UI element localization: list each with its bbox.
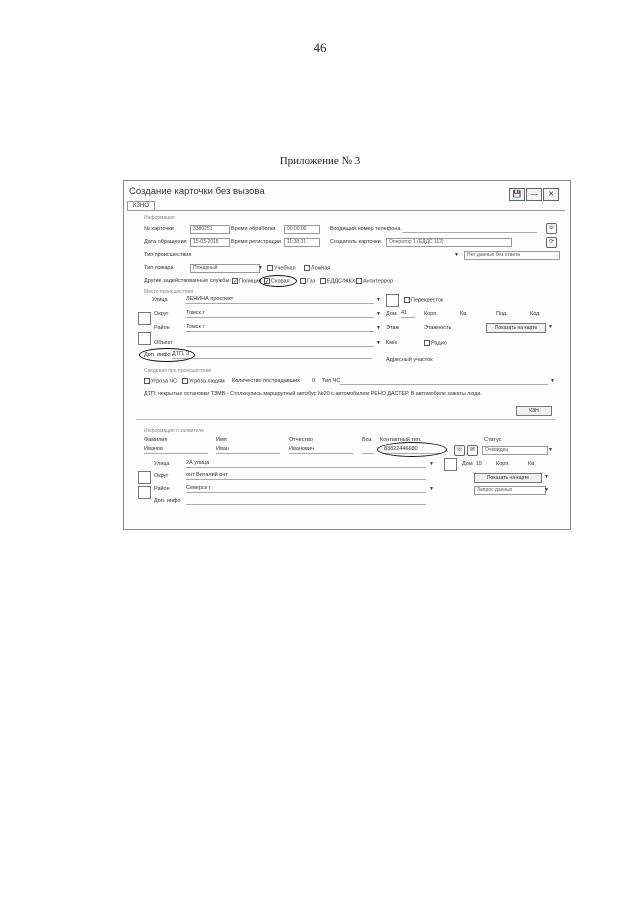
street-label: Улица bbox=[152, 297, 168, 303]
location-section-title: Место происшествия bbox=[144, 289, 194, 295]
false-call-label: Ложная bbox=[311, 265, 331, 272]
status-select[interactable]: Очевидец bbox=[482, 446, 548, 455]
highlight-phone bbox=[377, 442, 447, 457]
patronymic-label: Отчество bbox=[289, 437, 313, 443]
applicant-extra-label: Доп. инфо bbox=[154, 498, 181, 504]
street-arrow-icon[interactable]: ▼ bbox=[376, 297, 381, 303]
threat-people-checkbox[interactable] bbox=[182, 378, 225, 384]
threat-chs-checkbox[interactable] bbox=[144, 378, 177, 384]
close-button[interactable]: ✕ bbox=[543, 188, 559, 201]
threat-people-label: Угроза людям bbox=[189, 378, 225, 385]
applicant-korp-label: Корп. bbox=[496, 461, 510, 467]
applicant-district-picker-button[interactable] bbox=[138, 471, 151, 484]
services-label: Другие задействованные службы: bbox=[144, 278, 231, 284]
street-search-button[interactable] bbox=[386, 294, 399, 307]
training-checkbox[interactable] bbox=[267, 265, 296, 271]
checkbox-icon bbox=[300, 278, 306, 284]
district-picker-button[interactable] bbox=[138, 312, 151, 325]
object-label: Объект bbox=[154, 340, 173, 346]
intersection-checkbox[interactable] bbox=[404, 297, 443, 303]
fire-type-arrow-icon[interactable]: ▼ bbox=[258, 265, 263, 271]
patronymic-field[interactable]: Иванович bbox=[289, 446, 353, 454]
checkbox-icon bbox=[304, 265, 310, 271]
victims-value[interactable]: 0 bbox=[312, 378, 316, 384]
km-label: Км/к bbox=[386, 340, 397, 346]
phone-icon[interactable]: ☏ bbox=[546, 223, 557, 234]
applicant-region-label: Район bbox=[154, 486, 170, 492]
checkbox-icon bbox=[182, 378, 188, 384]
object-arrow-icon[interactable]: ▼ bbox=[376, 340, 381, 346]
status-arrow-icon[interactable]: ▼ bbox=[548, 447, 553, 453]
checkbox-icon: ✓ bbox=[265, 279, 270, 285]
card-no-label: № карточки bbox=[144, 226, 174, 232]
date-label: Дата обращения bbox=[144, 239, 187, 245]
applicant-district-label: Округ bbox=[154, 473, 169, 479]
applicant-region-field[interactable]: Северск г bbox=[186, 485, 426, 493]
minimize-button[interactable]: — bbox=[526, 188, 542, 201]
code-label: Код bbox=[530, 311, 540, 317]
applicant-kv-label: Кв. bbox=[528, 461, 536, 467]
card-no-field[interactable]: 3380251 bbox=[190, 225, 230, 234]
radio-checkbox[interactable] bbox=[424, 340, 447, 346]
highlight-ambulance bbox=[259, 275, 297, 287]
victims-label: Количество пострадавших bbox=[232, 378, 300, 384]
service-antiterror[interactable] bbox=[356, 278, 393, 284]
dropdown-arrow-icon[interactable]: ▼ bbox=[454, 252, 459, 258]
description-text[interactable]: ДТП: некрытые остановки ТЗМВ - Столкнулись маршрутный автобус №20 с автомобилем РЕНО ДАСТЕР. В автомобиле зажаты люди. bbox=[144, 391, 482, 397]
proc-time-field[interactable]: 00:00:00 bbox=[284, 225, 320, 234]
situation-section-title: Сведения про происшествие bbox=[144, 368, 212, 374]
address-hint: Адресный участок bbox=[386, 357, 433, 363]
sms-icon[interactable]: ✉ bbox=[467, 445, 478, 456]
chs-type-field[interactable] bbox=[340, 377, 548, 385]
street-field[interactable]: ЛЕНИНА проспект bbox=[186, 296, 374, 304]
kv-label: Кв. bbox=[460, 311, 468, 317]
kzn-button[interactable]: КЗН bbox=[516, 406, 552, 416]
reg-time-label: Время регистрации bbox=[231, 239, 281, 245]
appendix-caption: Приложение № 3 bbox=[279, 155, 361, 167]
extra-field[interactable]: ДТП, 3 bbox=[172, 351, 372, 359]
floor-label: Этаж bbox=[386, 325, 400, 331]
chs-type-arrow-icon[interactable]: ▼ bbox=[550, 378, 555, 384]
service-police-label: Полиция bbox=[239, 278, 262, 285]
status-label: Статус bbox=[484, 437, 502, 443]
creator-field[interactable]: Оператор 1 (ЕДДС 112) bbox=[386, 238, 512, 247]
tab-divider bbox=[127, 210, 565, 211]
phone-label: Входящий номер телефона bbox=[330, 226, 401, 232]
show-map-button[interactable]: Показать на карте bbox=[486, 323, 546, 333]
applicant-district-field[interactable]: онт Виталий онт bbox=[186, 472, 426, 480]
applicant-section-title: Информация о заявителе bbox=[144, 428, 204, 434]
window-title: Создание карточки без вызова bbox=[129, 186, 265, 197]
reg-time-field[interactable]: 11:38:31 bbox=[284, 238, 320, 247]
object-field[interactable] bbox=[186, 339, 374, 347]
save-button[interactable]: 💾 bbox=[509, 188, 525, 201]
applicant-show-map-arrow-icon[interactable]: ▼ bbox=[544, 474, 549, 480]
applicant-region-arrow-icon[interactable]: ▼ bbox=[429, 486, 434, 492]
region-field[interactable]: Томск г bbox=[186, 324, 374, 332]
service-antiterror-label: Антитеррор bbox=[363, 278, 394, 285]
checkbox-icon bbox=[424, 340, 430, 346]
incident-type-label: Тип происшествия bbox=[144, 252, 192, 258]
age-field[interactable] bbox=[362, 446, 374, 454]
request-data-select[interactable]: Запрос данных bbox=[474, 486, 546, 495]
district-field[interactable]: Томск г bbox=[186, 310, 374, 318]
service-edds[interactable] bbox=[320, 278, 356, 284]
refresh-icon[interactable]: ⟳ bbox=[546, 237, 557, 248]
proc-time-label: Время обработки bbox=[231, 226, 276, 232]
object-picker-button[interactable] bbox=[138, 332, 151, 345]
applicant-street-arrow-icon[interactable]: ▼ bbox=[429, 461, 434, 467]
service-edds-label: ЕДДС/ЖКХ bbox=[327, 278, 356, 285]
tab-kzno[interactable]: КЗНО bbox=[127, 201, 155, 210]
district-label: Округ bbox=[154, 311, 169, 317]
surname-label: Фамилия bbox=[144, 437, 168, 443]
card-window bbox=[123, 180, 571, 530]
region-label: Район bbox=[154, 325, 170, 331]
extra-label: Доп. инфо bbox=[144, 352, 171, 358]
fire-type-label: Тип пожара bbox=[144, 265, 174, 271]
checkbox-icon bbox=[144, 378, 150, 384]
checkbox-icon bbox=[356, 278, 362, 284]
checkbox-icon: ✓ bbox=[233, 279, 238, 285]
chs-type-label: Тип ЧС bbox=[322, 378, 341, 384]
korp-label: Корп. bbox=[424, 311, 438, 317]
house-field[interactable]: 41 bbox=[401, 310, 415, 318]
section-divider bbox=[136, 419, 556, 420]
show-map-arrow-icon[interactable]: ▼ bbox=[548, 324, 553, 330]
surname-field[interactable]: Иванов bbox=[144, 446, 208, 454]
service-gas-label: Газ bbox=[307, 278, 316, 285]
creator-label: Создатель карточки bbox=[330, 239, 381, 245]
call-icon[interactable]: ☏ bbox=[454, 445, 465, 456]
service-ambulance-label: Скорая bbox=[271, 278, 290, 285]
intersection-label: Перекресток bbox=[411, 297, 444, 304]
district-arrow-icon[interactable]: ▼ bbox=[376, 311, 381, 317]
service-gas[interactable] bbox=[300, 278, 315, 284]
applicant-street-search-button[interactable] bbox=[444, 458, 457, 471]
page-number: 46 bbox=[313, 40, 327, 55]
name-label: Имя bbox=[216, 437, 227, 443]
applicant-extra-field[interactable] bbox=[186, 497, 426, 505]
false-call-checkbox[interactable] bbox=[304, 265, 330, 271]
checkbox-icon bbox=[404, 297, 410, 303]
floors-label: Этажность bbox=[424, 325, 452, 331]
radio-label: Радио bbox=[431, 340, 447, 347]
request-data-arrow-icon[interactable]: ▼ bbox=[544, 487, 549, 493]
entrance-label: Под. bbox=[496, 311, 508, 317]
contact-phone-field[interactable]: 83822446680 bbox=[384, 446, 440, 454]
checkbox-icon bbox=[267, 265, 273, 271]
fire-type-select[interactable]: Пожарный bbox=[190, 264, 260, 273]
age-label: Воз. bbox=[362, 437, 373, 443]
phone-field[interactable] bbox=[402, 225, 537, 233]
service-police[interactable] bbox=[232, 278, 261, 284]
no-data-field[interactable]: Нет данных без ответа bbox=[464, 251, 560, 260]
region-arrow-icon[interactable]: ▼ bbox=[376, 325, 381, 331]
info-section-title: Информация bbox=[144, 215, 175, 221]
applicant-street-label: Улица bbox=[154, 461, 170, 467]
applicant-house-value[interactable]: 15 bbox=[476, 461, 483, 467]
phone-contact-label: Контактный тел. bbox=[380, 437, 422, 443]
applicant-show-map-button[interactable]: Показать на карте bbox=[474, 473, 542, 483]
applicant-region-picker-button[interactable] bbox=[138, 486, 151, 499]
applicant-street-field[interactable]: 2А улица bbox=[186, 460, 426, 468]
highlight-extra-info bbox=[139, 348, 195, 362]
house-label: Дом bbox=[386, 311, 397, 317]
training-label: Учебная bbox=[274, 265, 296, 272]
name-field[interactable]: Иван bbox=[216, 446, 280, 454]
threat-chs-label: Угроза ЧС bbox=[151, 378, 178, 385]
date-field[interactable]: 15-03-2018 bbox=[190, 238, 230, 247]
applicant-house-label: Дом bbox=[462, 461, 473, 467]
checkbox-icon bbox=[320, 278, 326, 284]
